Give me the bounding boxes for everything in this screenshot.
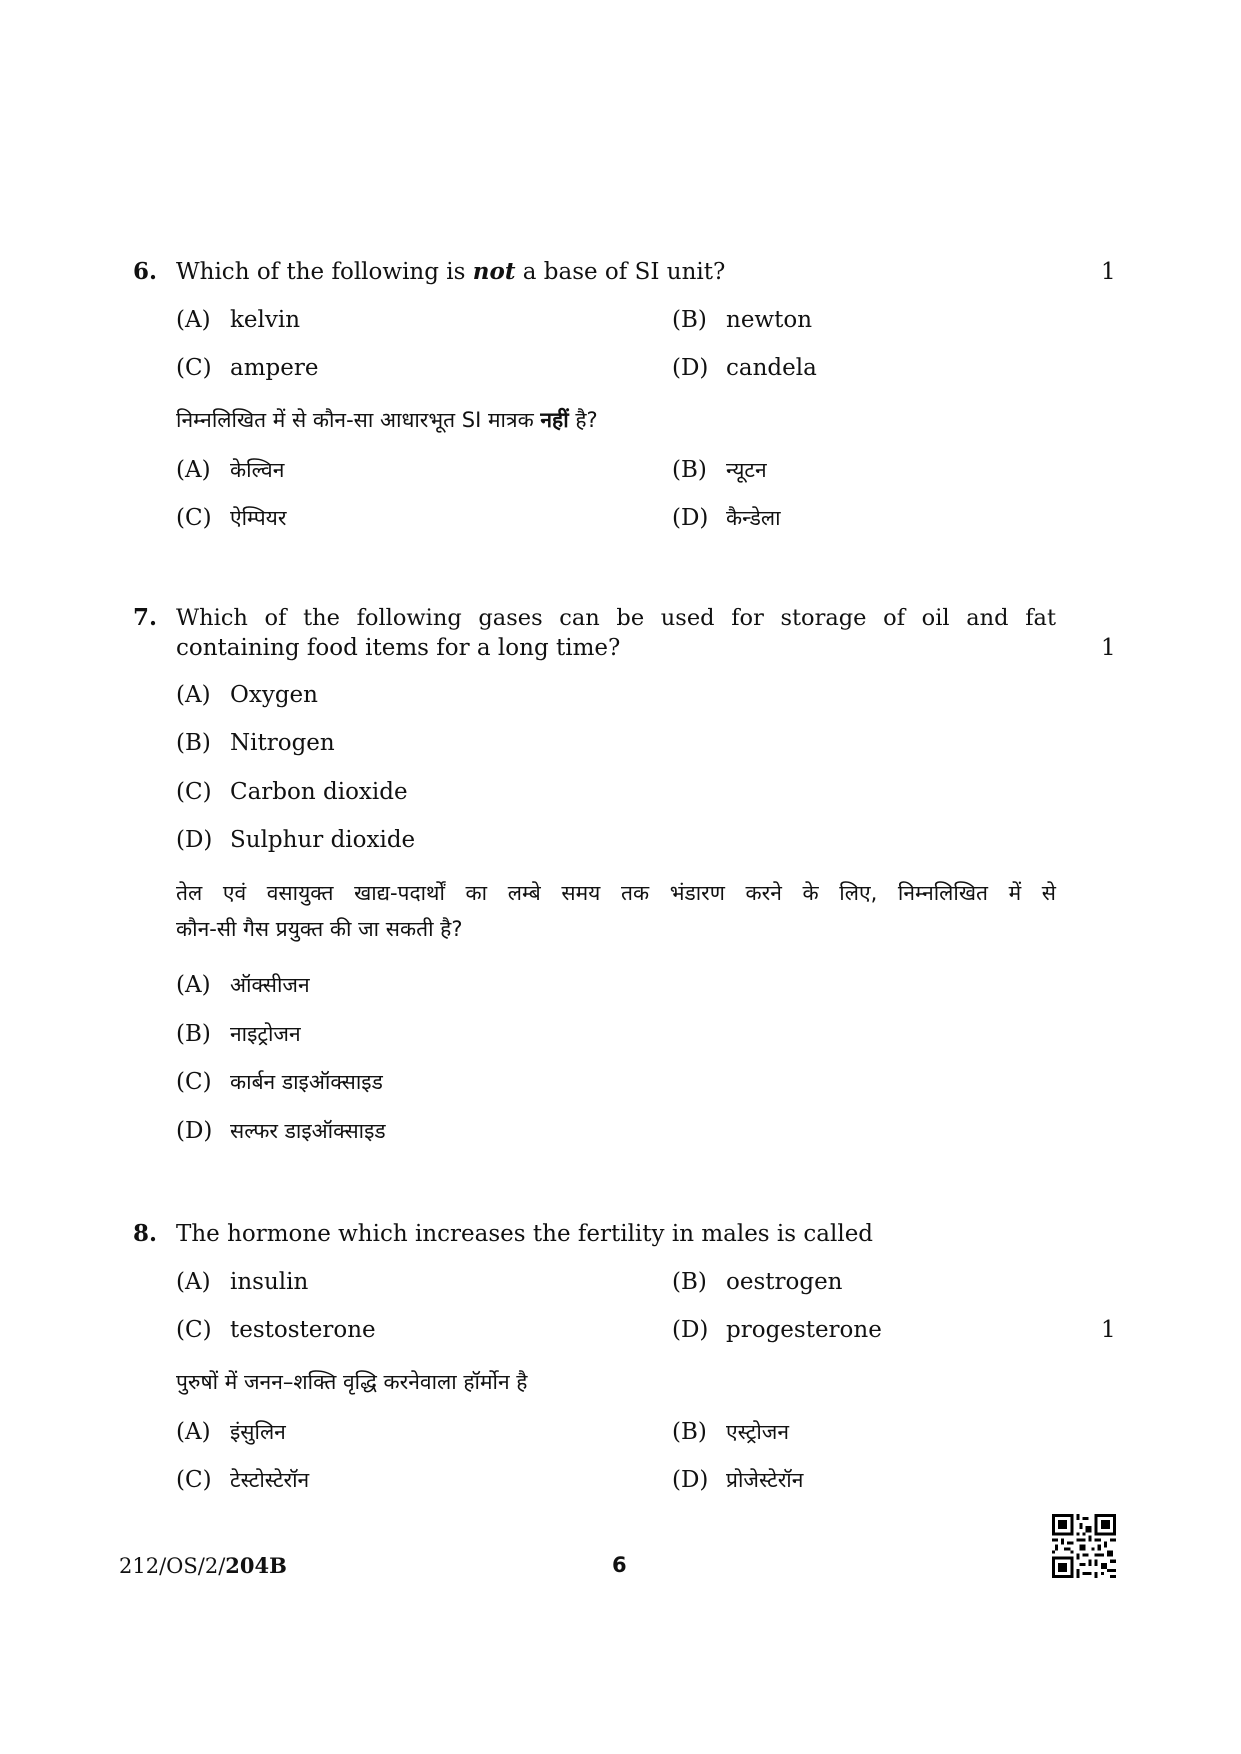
option-text: ऑक्सीजन xyxy=(230,973,310,997)
option-c-hi xyxy=(176,1465,309,1495)
option-text: कार्बन डाइऑक्साइड xyxy=(230,1070,383,1094)
option-label: (C) xyxy=(176,505,212,531)
page-number: 6 xyxy=(612,1553,627,1577)
option-text: oestrogen xyxy=(726,1269,843,1295)
option-text: ampere xyxy=(230,355,319,381)
option-text: कैन्डेला xyxy=(726,506,781,530)
option-a xyxy=(176,1267,308,1297)
option-c xyxy=(176,1315,376,1345)
option-d-hi xyxy=(672,1465,803,1495)
option-label: (C) xyxy=(176,355,212,381)
option-text: Carbon dioxide xyxy=(230,779,408,805)
option-c xyxy=(176,777,408,807)
option-label: (D) xyxy=(672,1317,709,1343)
question-text-en-line2: containing food items for a long time? xyxy=(176,635,621,661)
option-label: (B) xyxy=(672,307,707,333)
option-label: (D) xyxy=(672,1467,709,1493)
paper-code-bold: 204B xyxy=(225,1553,287,1578)
option-label: (B) xyxy=(672,1269,707,1295)
question-text-part: a base of SI unit? xyxy=(515,259,726,285)
option-text: नाइट्रोजन xyxy=(230,1022,301,1046)
emphasis-not: not xyxy=(472,258,516,285)
question-text-en: The hormone which increases the fertility in males is called xyxy=(176,1221,874,1247)
question-text-hi: पुरुषों में जनन–शक्ति वृद्धि करनेवाला हॉर्मोन है xyxy=(176,1370,528,1394)
option-label: (D) xyxy=(176,827,213,853)
option-d-hi xyxy=(672,503,781,533)
option-label: (B) xyxy=(176,1021,211,1047)
option-label: (C) xyxy=(176,1317,212,1343)
option-b xyxy=(176,728,335,758)
option-d-hi xyxy=(176,1116,386,1146)
option-d xyxy=(176,825,415,855)
question-text-part: Which of the following is xyxy=(176,259,473,285)
option-label: (A) xyxy=(176,457,211,483)
option-c-hi xyxy=(176,503,286,533)
option-b-hi xyxy=(672,455,767,485)
question-text-hi xyxy=(176,405,598,435)
option-b-hi xyxy=(176,1019,301,1049)
option-text: kelvin xyxy=(230,307,301,333)
option-a xyxy=(176,680,318,710)
question-number: 8. xyxy=(133,1220,158,1247)
question-text-part: निम्नलिखित में से कौन-सा आधारभूत SI मात्रक xyxy=(176,408,541,432)
option-label: (A) xyxy=(176,972,211,998)
paper-code-prefix: 212/OS/2/ xyxy=(119,1554,226,1578)
marks: 1 xyxy=(1101,259,1116,285)
option-label: (C) xyxy=(176,779,212,805)
emphasis-nahin: नहीं xyxy=(540,408,569,432)
option-label: (B) xyxy=(176,730,211,756)
option-a xyxy=(176,305,300,335)
paper-code xyxy=(119,1553,287,1578)
option-label: (A) xyxy=(176,307,211,333)
option-text: ऐम्पियर xyxy=(230,506,287,530)
option-text: केल्विन xyxy=(230,458,285,482)
option-text: Nitrogen xyxy=(230,730,335,756)
option-text: progesterone xyxy=(726,1317,882,1343)
option-label: (C) xyxy=(176,1467,212,1493)
option-text: एस्ट्रोजन xyxy=(726,1420,790,1444)
option-label: (D) xyxy=(176,1118,213,1144)
option-text: टेस्टोस्टेरॉन xyxy=(230,1468,310,1492)
question-text-hi-line1: तेल एवं वसायुक्त खाद्य-पदार्थों का लम्बे समय तक भंडारण करने के लिए, निम्नलिखित में से xyxy=(176,881,1056,905)
option-text: न्यूटन xyxy=(726,458,767,482)
option-text: insulin xyxy=(230,1269,309,1295)
marks: 1 xyxy=(1101,635,1116,661)
option-d xyxy=(672,353,817,383)
question-text-en xyxy=(176,257,725,287)
option-b xyxy=(672,1267,843,1297)
option-label: (B) xyxy=(672,457,707,483)
question-number: 7. xyxy=(133,604,158,631)
option-text: Sulphur dioxide xyxy=(230,827,416,853)
question-text-hi-line2: कौन-सी गैस प्रयुक्त की जा सकती है? xyxy=(176,917,463,941)
option-c xyxy=(176,353,318,383)
question-text-en-line1: Which of the following gases can be used for storage of oil and fat xyxy=(176,605,1056,631)
option-label: (A) xyxy=(176,1419,211,1445)
option-text: सल्फर डाइऑक्साइड xyxy=(230,1119,386,1143)
question-number: 6. xyxy=(133,258,158,285)
option-label: (A) xyxy=(176,1269,211,1295)
option-c-hi xyxy=(176,1067,383,1097)
option-text: Oxygen xyxy=(230,682,318,708)
qr-code-icon xyxy=(1052,1514,1116,1578)
option-text: इंसुलिन xyxy=(230,1420,286,1444)
question-text-part: है? xyxy=(568,408,598,432)
option-label: (C) xyxy=(176,1069,212,1095)
option-label: (A) xyxy=(176,682,211,708)
marks: 1 xyxy=(1101,1317,1116,1343)
option-text: testosterone xyxy=(230,1317,376,1343)
option-label: (D) xyxy=(672,505,709,531)
option-label: (D) xyxy=(672,355,709,381)
option-a-hi xyxy=(176,970,310,1000)
option-label: (B) xyxy=(672,1419,707,1445)
option-b xyxy=(672,305,812,335)
option-a-hi xyxy=(176,455,284,485)
option-text: प्रोजेस्टेरॉन xyxy=(726,1468,804,1492)
option-text: candela xyxy=(726,355,817,381)
option-text: newton xyxy=(726,307,813,333)
option-a-hi xyxy=(176,1417,286,1447)
option-b-hi xyxy=(672,1417,789,1447)
option-d xyxy=(672,1315,882,1345)
